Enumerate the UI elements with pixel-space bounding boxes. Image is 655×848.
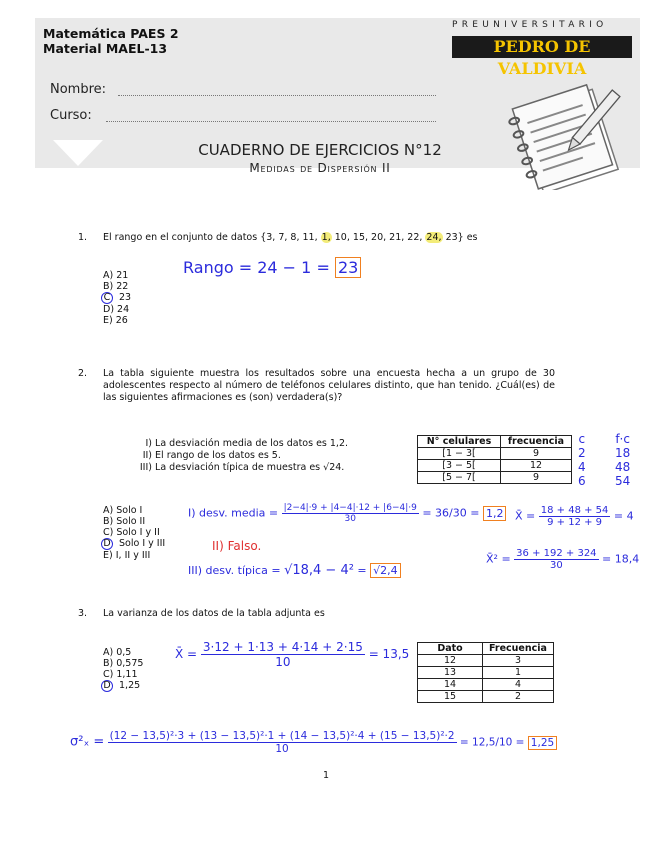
q1-number: 1. bbox=[78, 232, 88, 243]
name-label: Nombre: bbox=[50, 82, 107, 97]
q2-hw-false: II) Falso. bbox=[212, 539, 262, 553]
notebook-icon bbox=[505, 80, 625, 190]
q2-boxed-std-dev: √2,4 bbox=[370, 563, 401, 578]
q1-text: El rango en el conjunto de datos {3, 7, 8, 11, 1, 10, 15, 20, 21, 22, 24, 23} es bbox=[103, 232, 478, 243]
table-row: 13 1 bbox=[418, 667, 554, 679]
q3-boxed-variance: 1,25 bbox=[528, 736, 557, 750]
q1-options bbox=[103, 270, 131, 326]
table-row: [3 − 5[ 12 bbox=[418, 460, 572, 472]
table-row: [5 − 7[ 9 bbox=[418, 472, 572, 484]
q2-frequency-table bbox=[417, 435, 572, 484]
q3-option-c[interactable]: C) 1,11 bbox=[103, 669, 138, 680]
q3-data-table bbox=[417, 642, 554, 703]
q2-number: 2. bbox=[78, 368, 88, 379]
table-header-row: N° celulares frecuencia bbox=[418, 436, 572, 448]
q2-option-e[interactable]: E) I, II y III bbox=[103, 550, 151, 561]
table-row: 14 4 bbox=[418, 679, 554, 691]
q2-text: La tabla siguiente muestra los resultados sobre una encuesta hecha a un grupo de 30 adolescentes respecto al número de teléfonos celulares distinto, que han tenido. ¿Cuál(es) de las siguientes afirmaciones es (son) verdadera(s)? bbox=[103, 368, 555, 403]
q2-hw-fc-column: f·c 18 48 54 bbox=[615, 432, 631, 488]
worksheet-subtitle: Medidas de Dispersión II bbox=[249, 161, 391, 175]
selected-answer-circle: D bbox=[101, 680, 113, 692]
q2-option-c[interactable]: C) Solo I y II bbox=[103, 527, 160, 538]
q3-option-d[interactable]: D 1,25 bbox=[103, 680, 143, 692]
q3-option-a[interactable]: A) 0,5 bbox=[103, 647, 132, 658]
selected-answer-circle: C bbox=[101, 292, 113, 304]
table-row: 12 3 bbox=[418, 655, 554, 667]
q2-option-d[interactable]: D Solo I y III bbox=[103, 538, 165, 550]
worksheet-banner bbox=[170, 141, 470, 175]
q2-hw-mean-deviation: I) desv. media = $\frac{|2-4|\cdot 9 + |4-4|\cdot 12 + |6-4|\cdot 9}{30}$ = 36/30 = 1,2 bbox=[188, 503, 506, 524]
q1-option-a[interactable]: A) 21 bbox=[103, 270, 129, 281]
selected-answer-circle: D bbox=[101, 538, 113, 550]
q3-text: La varianza de los datos de la tabla adjunta es bbox=[103, 608, 325, 619]
q3-hw-variance: σ²ₓ = (12 − 13,5)²·3 + (13 − 13,5)²·1 + (14 − 13,5)²·4 + (15 − 13,5)²·2 10 = 12,5/10 = 1,25 bbox=[70, 730, 557, 755]
q3-hw-mean: X̄ = $\frac{3\cdot 12 + 1\cdot 13 + 4\cdot 14 + 2\cdot 15}{10}$ = 13,5 bbox=[175, 640, 410, 669]
course-field[interactable] bbox=[106, 120, 436, 122]
q2-boxed-mean-dev: 1,2 bbox=[483, 506, 507, 521]
q3-number: 3. bbox=[78, 608, 88, 619]
q1-boxed-answer: 23 bbox=[335, 257, 361, 278]
q2-hw-mean-square: X̄² = $\frac{36 + 192 + 324}{30}$ = 18,4 bbox=[486, 548, 640, 571]
brand-logo: PEDRO DE VALDIVIA bbox=[452, 36, 632, 58]
worksheet-title: CUADERNO DE EJERCICIOS N°12 bbox=[198, 141, 442, 159]
course-label: Curso: bbox=[50, 108, 92, 123]
table-row: 15 2 bbox=[418, 691, 554, 703]
brand-tagline: PREUNIVERSITARIO bbox=[452, 20, 608, 30]
q2-option-a[interactable]: A) Solo I bbox=[103, 505, 143, 516]
q1-option-c[interactable]: C 23 bbox=[103, 292, 131, 304]
q1-option-b[interactable]: B) 22 bbox=[103, 281, 129, 292]
q1-handwritten-work: Rango = 24 − 1 = 23 bbox=[183, 258, 361, 277]
table-header-row: Dato Frecuencia bbox=[418, 643, 554, 655]
q2-statements: I) La desviación media de los datos es 1,2. II) El rango de los datos es 5. III) La desviación típica de muestra es √24. bbox=[139, 438, 349, 473]
page-number: 1 bbox=[323, 770, 330, 781]
q3-options bbox=[103, 647, 143, 692]
table-row: [1 − 3[ 9 bbox=[418, 448, 572, 460]
name-field[interactable] bbox=[118, 94, 436, 96]
q2-options bbox=[103, 505, 165, 561]
q1-option-e[interactable]: E) 26 bbox=[103, 315, 128, 326]
q2-hw-class-marks: c 2 4 6 bbox=[578, 432, 586, 488]
q1-highlight-2: 24, bbox=[426, 232, 442, 243]
q2-hw-mean: X̄ = $\frac{18 + 48 + 54}{9 + 12 + 9}$ = 4 bbox=[515, 505, 634, 528]
q1-highlight-1: 1, bbox=[321, 232, 331, 243]
q1-option-d[interactable]: D) 24 bbox=[103, 304, 130, 315]
q2-option-b[interactable]: B) Solo II bbox=[103, 516, 146, 527]
course-title: Matemática PAES 2 Material MAEL-13 bbox=[43, 26, 179, 56]
q3-option-b[interactable]: B) 0,575 bbox=[103, 658, 144, 669]
q2-hw-std-dev: III) desv. típica = √18,4 − 4² = √2,4 bbox=[188, 563, 401, 578]
